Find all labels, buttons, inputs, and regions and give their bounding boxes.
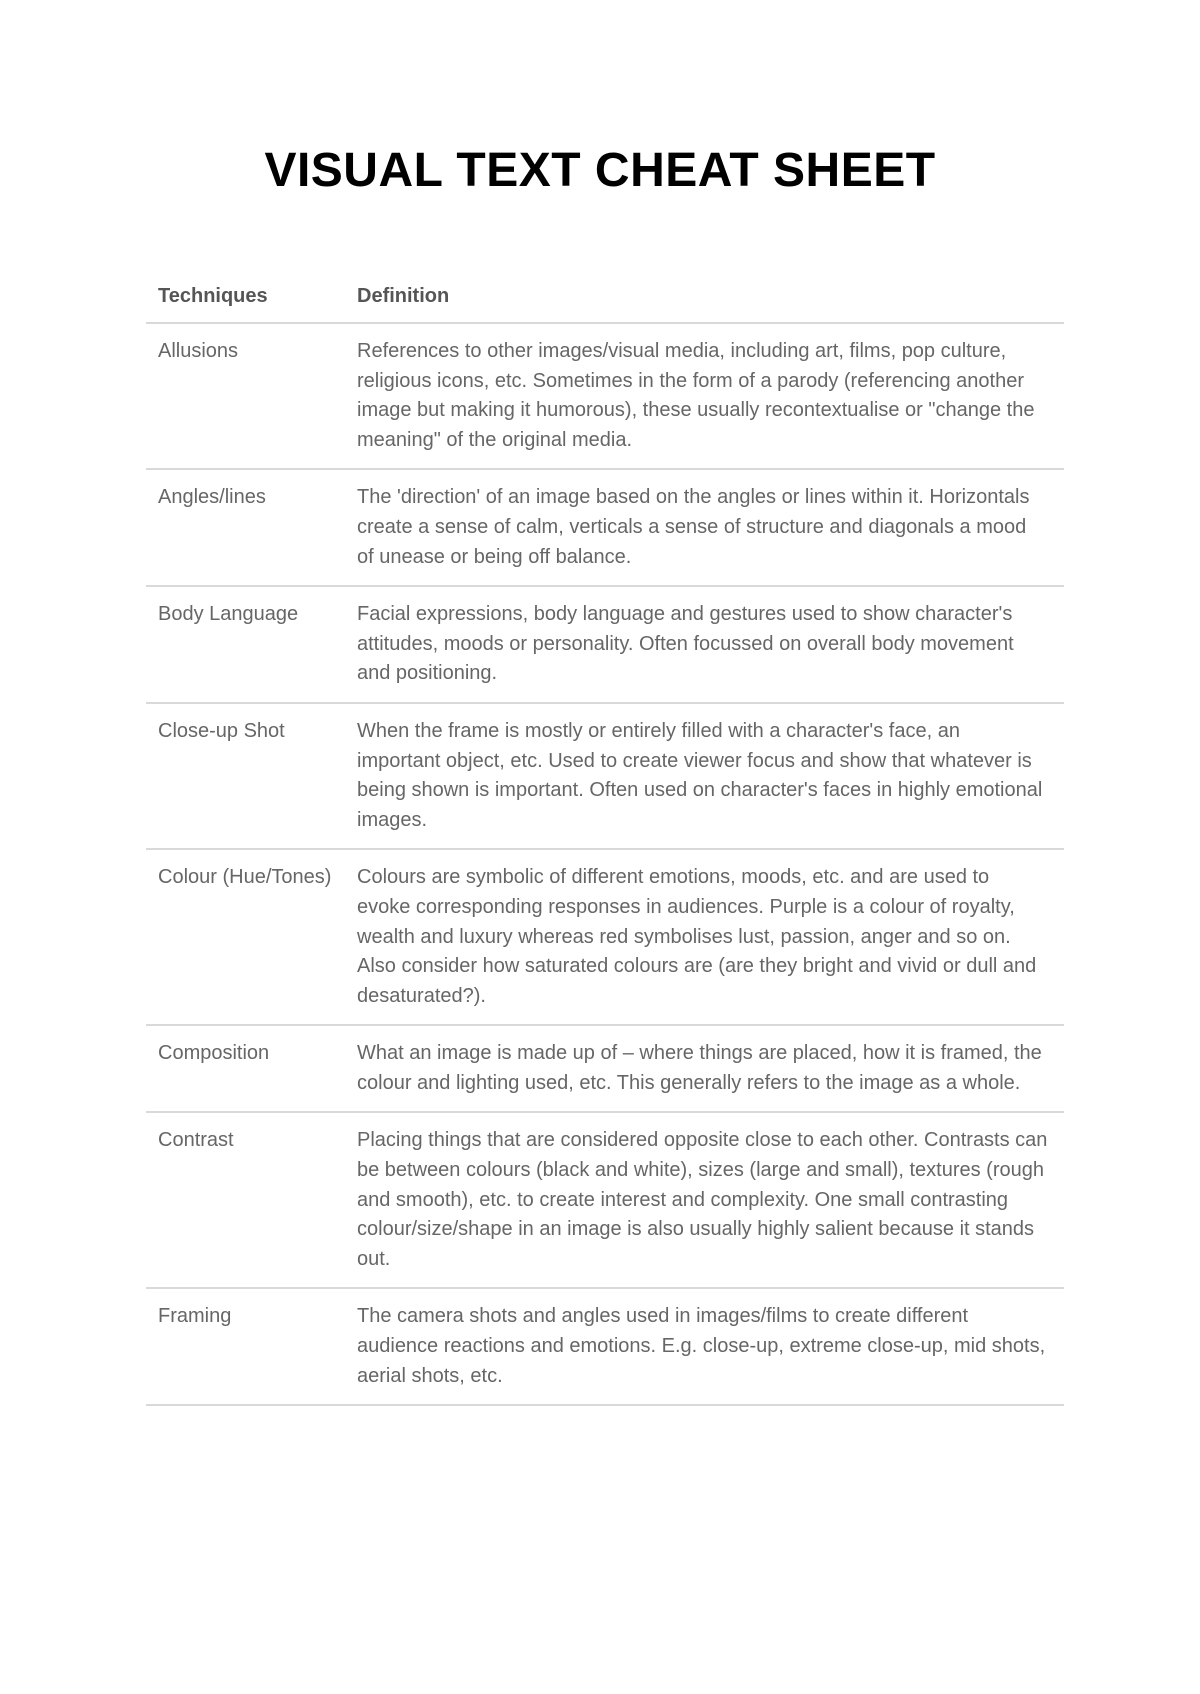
technique-definition: Colours are symbolic of different emotions, moods, etc. and are used to evoke corresponding responses in audiences. Purple is a colour of royalty, wealth and luxury whereas red symbolises lust, passion, anger and so on. Also consider how saturated colours are (are they bright and vivid or dull and desaturated?).: [345, 849, 1064, 1025]
table-row: [146, 703, 1064, 849]
technique-term: Allusions: [146, 323, 345, 469]
technique-term: Body Language: [146, 586, 345, 703]
technique-definition: References to other images/visual media, including art, films, pop culture, religious icons, etc. Sometimes in the form of a parody (referencing another image but making it humorous), these usually recontextualise or "change the meaning" of the original media.: [345, 323, 1064, 469]
technique-term: Framing: [146, 1288, 345, 1405]
table-row: [146, 323, 1064, 469]
table-row: [146, 1288, 1064, 1405]
table-header-row: [146, 272, 1064, 323]
technique-term: Colour (Hue/Tones): [146, 849, 345, 1025]
technique-definition: Facial expressions, body language and gestures used to show character's attitudes, moods or personality. Often focussed on overall body movement and positioning.: [345, 586, 1064, 703]
table-row: [146, 1112, 1064, 1288]
header-techniques: Techniques: [146, 272, 345, 323]
table-row: [146, 586, 1064, 703]
techniques-table: [146, 272, 1064, 1406]
technique-term: Contrast: [146, 1112, 345, 1288]
technique-definition: What an image is made up of – where things are placed, how it is framed, the colour and lighting used, etc. This generally refers to the image as a whole.: [345, 1025, 1064, 1112]
table-row: [146, 1025, 1064, 1112]
technique-term: Angles/lines: [146, 469, 345, 586]
table-row: [146, 849, 1064, 1025]
page-title: VISUAL TEXT CHEAT SHEET: [264, 144, 936, 197]
technique-definition: When the frame is mostly or entirely filled with a character's face, an important object, etc. Used to create viewer focus and show that whatever is being shown is important. Often used on character's faces in highly emotional images.: [345, 703, 1064, 849]
technique-definition: Placing things that are considered opposite close to each other. Contrasts can be between colours (black and white), sizes (large and small), textures (rough and smooth), etc. to create interest and complexity. One small contrasting colour/size/shape in an image is also usually highly salient because it stands out.: [345, 1112, 1064, 1288]
technique-definition: The camera shots and angles used in images/films to create different audience reactions and emotions. E.g. close-up, extreme close-up, mid shots, aerial shots, etc.: [345, 1288, 1064, 1405]
header-definition: Definition: [345, 272, 1064, 323]
technique-term: Composition: [146, 1025, 345, 1112]
technique-term: Close-up Shot: [146, 703, 345, 849]
technique-definition: The 'direction' of an image based on the angles or lines within it. Horizontals create a sense of calm, verticals a sense of structure and diagonals a mood of unease or being off balance.: [345, 469, 1064, 586]
table-row: [146, 469, 1064, 586]
